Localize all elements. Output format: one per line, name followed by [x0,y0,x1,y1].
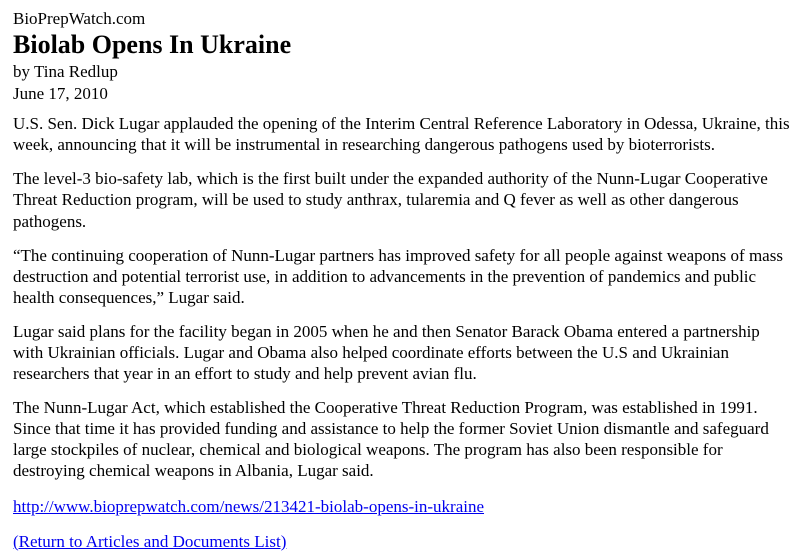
paragraph-3: “The continuing cooperation of Nunn-Lugar partners has improved safety for all people against weapons of mass destruction and potential terrorist use, in addition to advancements in the prevention of pandemics and public health consequences,” Lugar said. [13,245,783,307]
paragraph-2: The level-3 bio-safety lab, which is the first built under the expanded authority of the Nunn-Lugar Cooperative Threat Reduction program, will be used to study anthrax, tularemia and Q fever as well as other dangerous pathogens. [13,169,768,231]
paragraph-1: U.S. Sen. Dick Lugar applauded the opening of the Interim Central Reference Laboratory in Odessa, Ukraine, this week, announcing that it will be instrumental in researching dangerous pathogens used by bioterrorists. [13,114,790,155]
paragraph-4: Lugar said plans for the facility began in 2005 when he and then Senator Barack Obama entered a partnership with Ukrainian officials. Lugar and Obama also helped coordinate efforts between the U.S and Ukrainian researchers that year in an effort to study and help prevent avian flu. [13,321,760,383]
site-name: BioPrepWatch.com [13,9,146,28]
byline: by Tina Redlup [13,61,118,81]
article-date: June 17, 2010 [13,83,108,103]
article-url-link[interactable]: http://www.bioprepwatch.com/news/213421-biolab-opens-in-ukraine [13,497,485,517]
article-url-row [13,497,790,517]
page-title: Biolab Opens In Ukraine [13,30,292,60]
return-to-articles-link[interactable]: (Return to Articles and Documents List) [13,531,287,551]
return-link-row [13,532,790,552]
paragraph-5: The Nunn-Lugar Act, which established the Cooperative Threat Reduction Program, was established in 1991. Since that time it has provided funding and assistance to help the former Soviet Union dismantle and safeguard large stockpiles of nuclear, chemical and biological weapons. The program has also been responsible for destroying chemical weapons in Albania, Lugar said. [13,398,769,481]
